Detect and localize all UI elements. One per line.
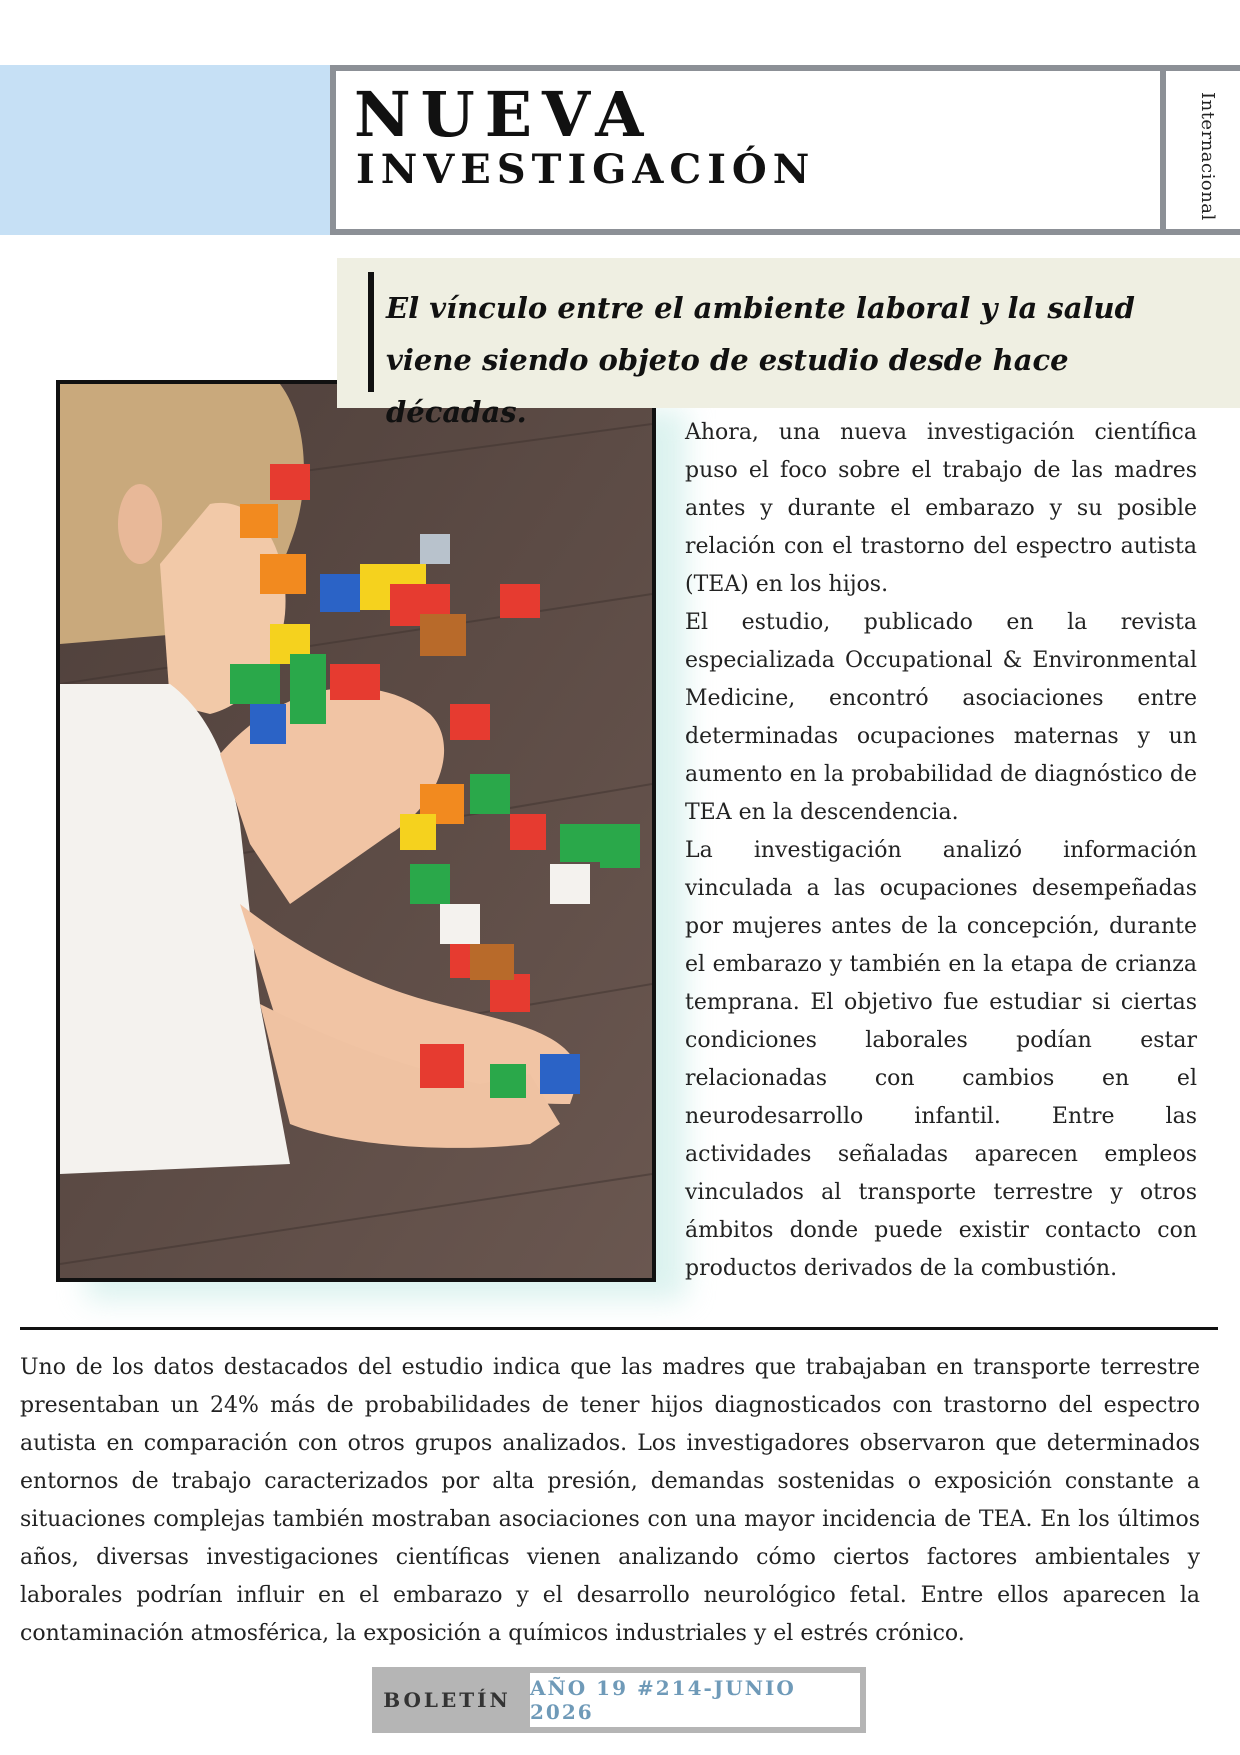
photo-girl-blocks-icon: [60, 384, 652, 1278]
pull-quote: El vínculo entre el ambiente laboral y la salud viene siendo objeto de estudio desde hace décadas.: [386, 291, 1135, 429]
article-column: [685, 414, 1197, 1288]
pull-quote-bar: [368, 272, 374, 392]
footer-issue: AÑO 19 #214-JUNIO 2026: [530, 1673, 860, 1727]
header-color-block: [0, 65, 330, 235]
header-divider: [1160, 65, 1166, 235]
article-photo: [56, 380, 656, 1282]
header-section-label: Internacional: [1197, 92, 1218, 221]
header-title-line1: NUEVA: [354, 78, 654, 151]
section-divider: [20, 1327, 1218, 1330]
footer-label: BOLETÍN: [383, 1688, 511, 1712]
article-body-paragraph: Uno de los datos destacados del estudio indica que las madres que trabajaban en transporte terrestre presentaban un 24% más de probabilidades de tener hijos diagnosticados con trastorno del espectro autista en comparación con otros grupos analizados. Los investigadores observaron que determinados entornos de trabajo caracterizados por alta presión, demandas sostenidas o exposición constante a situaciones complejas también mostraban asociaciones con una mayor incidencia de TEA. En los últimos años, diversas investigaciones científicas vienen analizando cómo ciertos factores ambientales y laborales podrían influir en el embarazo y el desarrollo neurológico fetal. Entre ellos aparecen la contaminación atmosférica, la exposición a químicos industriales y el estrés crónico.: [20, 1355, 1200, 1646]
column-paragraph: El estudio, publicado en la revista especializada Occupational & Environmental Medicine, encontró asociaciones entre determinadas ocupaciones maternas y un aumento en la probabilidad de diagnóstico de TEA en la descendencia.: [685, 610, 1197, 825]
header-title-line2: INVESTIGACIÓN: [356, 146, 816, 193]
column-paragraph: Ahora, una nueva investigación científica puso el foco sobre el trabajo de las madres antes y durante el embarazo y su posible relación con el trastorno del espectro autista (TEA) en los hijos.: [685, 420, 1197, 597]
column-paragraph: La investigación analizó información vinculada a las ocupaciones desempeñadas por mujeres antes de la concepción, durante el embarazo y también en la etapa de crianza temprana. El objetivo fue estudiar si ciertas condiciones laborales podían estar relacionadas con cambios en el neurodesarrollo infantil. Entre las actividades señaladas aparecen empleos vinculados al transporte terrestre y otros ámbitos donde puede existir contacto con productos derivados de la combustión.: [685, 838, 1197, 1281]
